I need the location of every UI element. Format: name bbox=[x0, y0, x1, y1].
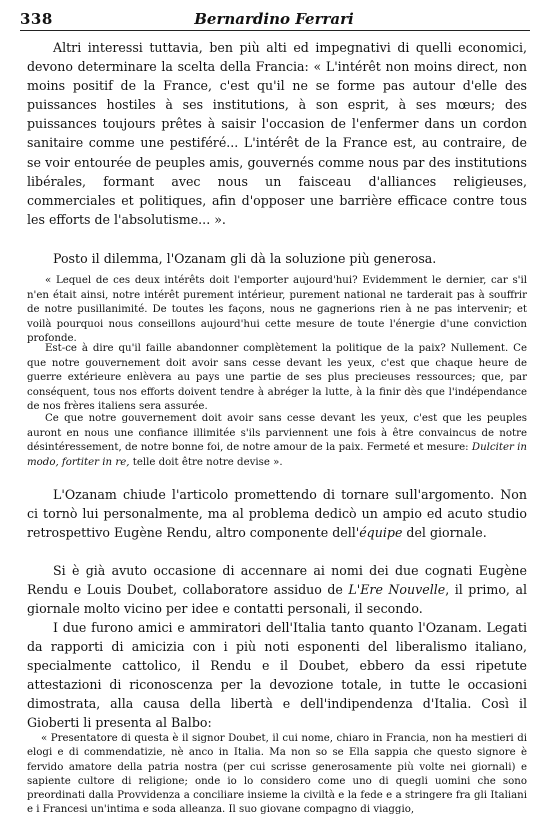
page-header bbox=[20, 8, 528, 32]
quote-3-ending: telle doit être notre devise ». bbox=[129, 456, 283, 468]
quote-3-latin-motto: Dulciter in modo, fortiter in re, bbox=[27, 442, 527, 468]
rendu-text: Si è già avuto occasione di accennare ai nomi dei due cognati Eugène Rendu e Louis Doubet, collaboratore assiduo de bbox=[27, 563, 527, 598]
ozanam-text: L'Ozanam chiude l'articolo promettendo di tornare sull'argomento. Non ci tornò lui personalmente, ma al problema dedicò un ampio ed acuto studio retrospettivo Eugène Rendu, altro componente dell' bbox=[27, 487, 527, 541]
ozanam-text-end: del giornale. bbox=[402, 525, 487, 541]
equipe-word: équipe bbox=[359, 525, 403, 541]
page-number: 338 bbox=[20, 10, 53, 28]
running-title: Bernardino Ferrari bbox=[194, 10, 354, 28]
paragraph-ozanam-article bbox=[27, 485, 527, 542]
paragraph-friends-of-italy: I due furono amici e ammiratori dell'Italia tanto quanto l'Ozanam. Legati da rapporti di amicizia con i più noti esponenti del liberalismo italiano, specialmente cattolico, il Rendu e il Doubet, ebbero da essi ripetute attestazioni di riconoscenza per la devozione totale, in tutte le occasioni dimostrata, alla causa della libertà e dell'indipendenza d'Italia. Così il Gioberti li presenta al Balbo: bbox=[27, 620, 527, 731]
rendu-text-end: , il primo, al giornale molto vicino per idee e contatti personali, il secondo. bbox=[27, 582, 527, 617]
paragraph-rendu-doubet bbox=[27, 561, 527, 618]
journal-title: L'Ere Nouvelle bbox=[348, 582, 446, 598]
quote-paragraph-1: « Lequel de ces deux intérêts doit l'emporter aujourd'hui? Evidemment le dernier, car s'il n'en était ainsi, notre intérêt purement intérieur, purement national ne tarderait pas à souffrir de notre pusillanimité. De toutes les façons, nous ne gagnerions rien à ne pas intervenir; et voilà pourquoi nous conseillons aujourd'hui cette mesure de toute l'énergie d'une conviction profonde. bbox=[27, 275, 527, 345]
paragraph-dilemma: Posto il dilemma, l'Ozanam gli dà la soluzione più generosa. bbox=[53, 251, 437, 266]
quote-gioberti: « Presentatore di questa è il signor Doubet, il cui nome, chiaro in Francia, non ha mestieri di elogi e di commendatizie, nè anco in Italia. Ma non so se Ella sappia che questo signore è fervido amatore della patria nostra (per cui scrisse generosamente più volte nei giornali) e sapiente cultore di religione; onde io lo considero come uno di quegli uomini che sono preordinati dalla Provvidenza a conciliare insieme la civiltà e la fede e a stringere fra gli Italiani e i Francesi un'intima e soda alleanza. Il suo giovane compagno di viaggio, bbox=[27, 733, 527, 816]
quote-paragraph-2: Est-ce à dire qu'il faille abandonner complètement la politique de la paix? Nullement. Ce que notre gouvernement doit avoir sans cesse devant les yeux, c'est que chaque heure de guerre extérieure enlèvera au pays une partie de ses plus precieuses ressources; que, par conséquent, tous nos efforts doivent tendre à abréger la lutte, à la finir dès que l'indépendance de nos frères italiens sera assurée. bbox=[27, 343, 527, 413]
quote-3-text: Ce que notre gouvernement doit avoir sans cesse devant les yeux, c'est que les peuples auront en nous une confiance illimitée s'ils parviennent une fois à être convaincus de notre désintéressement, de notre bonne foi, de notre amour de la paix. Fermeté et mesure: bbox=[27, 413, 527, 454]
header-rule bbox=[20, 30, 530, 31]
quote-paragraph-3 bbox=[27, 412, 527, 470]
paragraph-french-interests: Altri interessi tuttavia, ben più alti ed impegnativi di quelli economici, devono determinare la scelta della Francia: « L'intérêt non moins direct, non moins positif de la France, c'est qu'il ne se forme pas autour d'elle des puissances hostiles à ses institutions, à son esprit, à ses mœurs; des puissances toujours prêtes à saisir l'occasion de l'enfermer dans un cordon sanitaire comme une pestiféré... L'intérêt de la France est, au contraire, de se voir entourée de peuples amis, gouvernés comme nous par des institutions libérales, formant avec nous un faisceau d'alliances religieuses, commerciales et politiques, afin d'opposer une barrière efficace contre tous les efforts de l'absolutisme... ». bbox=[27, 40, 527, 227]
